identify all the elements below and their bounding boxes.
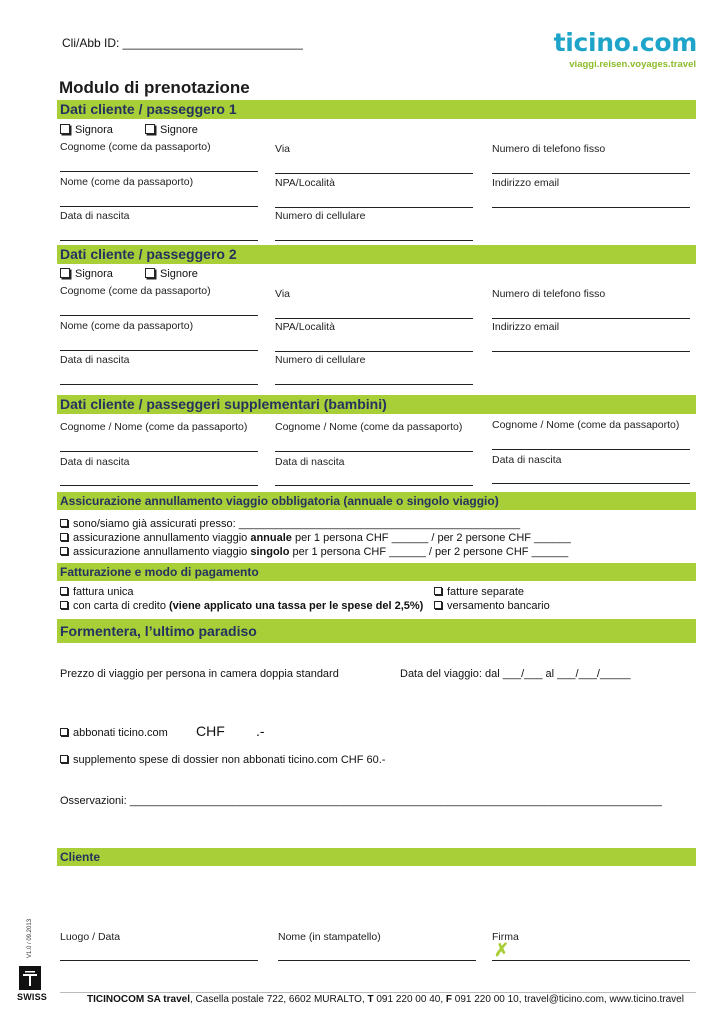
label-npa: NPA/Località	[275, 321, 335, 333]
signore-checkbox[interactable]: Signore	[145, 124, 198, 136]
supplement-checkbox[interactable]: supplemento spese di dossier non abbonati ticino.com CHF 60.-	[60, 754, 385, 766]
logo-tagline: viaggi.reisen.voyages.travel	[569, 59, 696, 70]
field-nascita[interactable]	[60, 240, 258, 241]
label-email: Indirizzo email	[492, 321, 560, 333]
section-heading: Cliente	[60, 850, 101, 864]
section-heading: Fatturazione e modo di pagamento	[60, 565, 259, 579]
label-npa: NPA/Località	[275, 177, 335, 189]
section-bar-trip	[57, 619, 696, 643]
label-telefono: Numero di telefono fisso	[492, 288, 606, 300]
billing-single-invoice[interactable]: fattura unica	[60, 586, 134, 598]
signora-checkbox[interactable]: Signora	[60, 124, 113, 136]
label-name-print: Nome (in stampatello)	[278, 931, 381, 943]
section-heading: Dati cliente / passeggero 1	[60, 101, 237, 117]
label-nome: Nome (come da passaporto)	[60, 320, 194, 332]
checkbox-icon	[60, 268, 70, 278]
field-child1-name[interactable]	[60, 451, 258, 452]
label-cellulare: Numero di cellulare	[275, 210, 366, 222]
version-label: V1.0 / 09.2013	[27, 918, 33, 958]
signore-checkbox[interactable]: Signore	[145, 268, 198, 280]
label-cognome: Cognome (come da passaporto)	[60, 285, 211, 297]
signature-mark-icon: ✗	[494, 940, 510, 960]
label-nome: Nome (come da passaporto)	[60, 176, 194, 188]
label-nascita: Data di nascita	[60, 210, 130, 222]
field-nome[interactable]	[60, 206, 258, 207]
label-child1-birth: Data di nascita	[60, 456, 130, 468]
field-telefono[interactable]	[492, 318, 690, 319]
label-telefono: Numero di telefono fisso	[492, 143, 606, 155]
signora-checkbox[interactable]: Signora	[60, 268, 113, 280]
footer-contact: TICINOCOM SA travel, Casella postale 722, 6602 MURALTO, T 091 220 00 40, F 091 220 00 10, travel@ticino.com, www.ticino.travel	[87, 994, 684, 1005]
field-email[interactable]	[492, 207, 690, 208]
price-label: Prezzo di viaggio per persona in camera doppia standard	[60, 668, 339, 680]
section-heading: Assicurazione annullamento viaggio obbligatoria (annuale o singolo viaggio)	[60, 494, 499, 508]
section-heading: Formentera, l’ultimo paradiso	[60, 623, 257, 639]
section-bar-billing	[57, 563, 696, 581]
field-signature[interactable]	[492, 960, 690, 961]
field-cognome[interactable]	[60, 315, 258, 316]
section-bar-passenger2	[57, 245, 696, 264]
field-telefono[interactable]	[492, 173, 690, 174]
checkbox-icon	[60, 547, 68, 555]
billing-credit-card[interactable]: con carta di credito (viene applicato una tassa per le spese del 2,5%)	[60, 600, 423, 612]
field-nascita[interactable]	[60, 384, 258, 385]
checkbox-icon	[434, 601, 442, 609]
section-bar-children	[57, 395, 696, 414]
swiss-logo	[17, 966, 48, 1004]
notes-field[interactable]: Osservazioni: _______________________________________________________________________________________	[60, 795, 662, 807]
checkbox-icon	[60, 755, 68, 763]
checkbox-icon	[60, 519, 68, 527]
field-cellulare[interactable]	[275, 240, 473, 241]
label-via: Via	[275, 288, 290, 300]
section-bar-client	[57, 848, 696, 866]
subscribers-checkbox[interactable]: abbonati ticino.com	[60, 727, 168, 739]
checkbox-icon	[60, 728, 68, 736]
checkbox-icon	[434, 587, 442, 595]
label-cognome: Cognome (come da passaporto)	[60, 141, 211, 153]
billing-separate-invoices[interactable]: fatture separate	[434, 586, 524, 598]
checkbox-icon	[60, 533, 68, 541]
field-child3-name[interactable]	[492, 449, 690, 450]
field-cognome[interactable]	[60, 171, 258, 172]
swiss-logo-mark-icon	[19, 966, 41, 990]
label-cellulare: Numero di cellulare	[275, 354, 366, 366]
label-child1-name: Cognome / Nome (come da passaporto)	[60, 421, 248, 433]
field-child1-birth[interactable]	[60, 485, 258, 486]
label-email: Indirizzo email	[492, 177, 560, 189]
insurance-option-annual[interactable]: assicurazione annullamento viaggio annuale per 1 persona CHF ______ / per 2 persone CHF ______	[60, 532, 571, 544]
cli-id-field[interactable]: Cli/Abb ID: ___________________________	[62, 36, 303, 50]
field-npa[interactable]	[275, 351, 473, 352]
label-place-date: Luogo / Data	[60, 931, 121, 943]
checkbox-icon	[60, 587, 68, 595]
insurance-option-single[interactable]: assicurazione annullamento viaggio singolo per 1 persona CHF ______ / per 2 persone CHF ______	[60, 546, 568, 558]
label-child3-birth: Data di nascita	[492, 454, 562, 466]
chf-amount: .-	[256, 723, 265, 739]
swiss-wordmark: SWISS	[17, 992, 48, 1002]
section-heading: Dati cliente / passeggeri supplementari (bambini)	[60, 396, 387, 412]
logo-wordmark: ticino.com	[553, 28, 697, 57]
field-place-date[interactable]	[60, 960, 258, 961]
billing-bank-transfer[interactable]: versamento bancario	[434, 600, 550, 612]
checkbox-icon	[145, 268, 155, 278]
ticino-logo	[512, 28, 697, 74]
section-bar-passenger1	[57, 100, 696, 119]
page-title: Modulo di prenotazione	[59, 78, 250, 97]
checkbox-icon	[145, 124, 155, 134]
section-bar-insurance	[57, 492, 696, 510]
footer-divider	[60, 992, 696, 993]
chf-label: CHF	[196, 723, 225, 739]
label-signature: Firma	[492, 931, 519, 943]
field-child3-birth[interactable]	[492, 483, 690, 484]
label-child2-birth: Data di nascita	[275, 456, 345, 468]
field-nome[interactable]	[60, 350, 258, 351]
field-child2-name[interactable]	[275, 451, 473, 452]
label-nascita: Data di nascita	[60, 354, 130, 366]
label-child3-name: Cognome / Nome (come da passaporto)	[492, 419, 680, 431]
label-via: Via	[275, 143, 290, 155]
field-email[interactable]	[492, 351, 690, 352]
field-name-print[interactable]	[278, 960, 476, 961]
field-npa[interactable]	[275, 207, 473, 208]
field-cellulare[interactable]	[275, 384, 473, 385]
field-via[interactable]	[275, 173, 473, 174]
label-child2-name: Cognome / Nome (come da passaporto)	[275, 421, 463, 433]
field-via[interactable]	[275, 318, 473, 319]
checkbox-icon	[60, 601, 68, 609]
field-child2-birth[interactable]	[275, 485, 473, 486]
insurance-option-existing[interactable]: sono/siamo già assicurati presso: ______________________________________________	[60, 518, 520, 530]
section-heading: Dati cliente / passeggero 2	[60, 246, 237, 262]
checkbox-icon	[60, 124, 70, 134]
travel-date-field[interactable]: Data del viaggio: dal ___/___ al ___/___/_____	[400, 668, 631, 680]
